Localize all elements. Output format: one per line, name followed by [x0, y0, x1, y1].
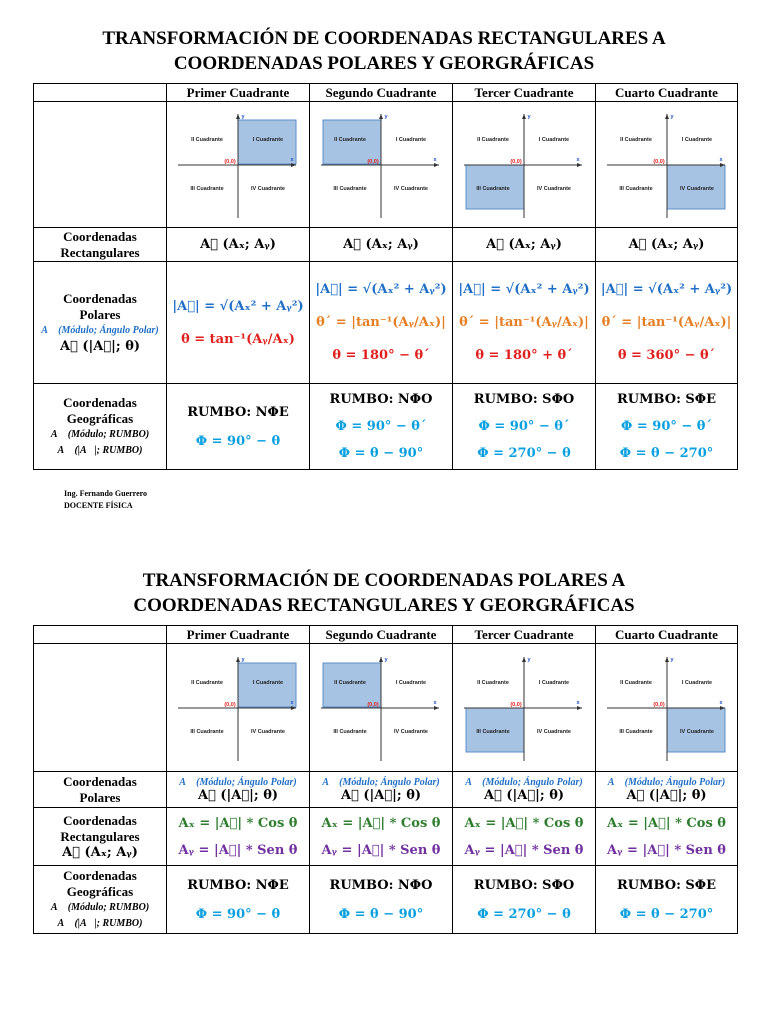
y-axis-arrow-icon	[522, 657, 526, 662]
quadrant-label-ii: II Cuadrante	[619, 136, 652, 143]
section1-rect-row	[34, 228, 738, 262]
signature-role: DOCENTE FÍSICA	[64, 501, 133, 510]
angle-formula: θ´ = |tan⁻¹(Aᵧ/Aₓ)|	[316, 315, 446, 330]
y-axis-arrow-icon	[665, 657, 669, 662]
x-axis-label: x	[433, 156, 437, 163]
origin-label: (0,0)	[652, 158, 665, 165]
y-axis-arrow-icon	[522, 114, 526, 119]
row-label: Polares	[79, 306, 121, 322]
quadrant-label-i: I Cuadrante	[395, 136, 427, 143]
row-label: Geográficas	[66, 883, 134, 899]
row-label: Geográficas	[66, 410, 134, 426]
quadrant-label-iv: IV Cuadrante	[251, 185, 285, 192]
quadrant-label-iii: III Cuadrante	[618, 185, 653, 192]
quadrant-label-iii: III Cuadrante	[476, 185, 510, 192]
phi-formula: Φ = θ − 90°	[338, 446, 424, 461]
quadrant-diagram	[319, 653, 443, 763]
modulus-formula: |A⃗| = √(Aₓ² + Aᵧ²)	[172, 298, 304, 314]
rumbo-label: RUMBO: SΦE	[616, 392, 717, 407]
section2-polar-row	[34, 772, 738, 808]
quadrant-label-iv: IV Cuadrante	[537, 728, 571, 735]
quadrant-label-iv: IV Cuadrante	[537, 185, 571, 192]
y-axis-label: y	[669, 113, 674, 120]
row-label: Coordenadas	[63, 812, 137, 828]
rumbo-label: RUMBO: NΦE	[187, 877, 289, 893]
rumbo-label: RUMBO: SΦO	[473, 392, 575, 407]
row-label: Coordenadas	[63, 290, 137, 306]
section1-table	[33, 83, 738, 470]
quadrant-label-i: I Cuadrante	[681, 136, 712, 143]
quadrant-label-iii: III Cuadrante	[190, 728, 224, 735]
header-q2: Segundo Cuadrante	[310, 84, 453, 102]
quadrant-label-iii: III Cuadrante	[476, 728, 510, 735]
x-axis-label: x	[718, 156, 723, 163]
header-q3: Tercer Cuadrante	[453, 626, 596, 644]
polar-formula: A⃗ (|A⃗|; θ)	[483, 787, 565, 803]
rumbo-label: RUMBO: NΦO	[329, 392, 433, 407]
row-sublabel: A⃗ (Módulo; Ángulo Polar)	[41, 324, 159, 336]
x-axis-arrow-icon	[434, 163, 439, 167]
theta-formula: θ = 180° + θ´	[475, 348, 573, 363]
diagram-q3	[453, 102, 596, 228]
diagram-q2	[310, 102, 453, 228]
y-axis-arrow-icon	[379, 114, 383, 119]
quadrant-label-iii: III Cuadrante	[618, 728, 653, 735]
quadrant-diagram	[605, 110, 729, 220]
section2-title-line2: COORDENADAS RECTANGULARES Y GEORGRÁFICAS	[133, 595, 635, 616]
phi-formula: Φ = 90° − θ	[195, 433, 281, 449]
theta-formula: θ = 180° − θ´	[332, 348, 430, 363]
modulus-formula: |A⃗| = √(Aₓ² + Aᵧ²)	[600, 282, 733, 297]
ax-formula: Aₓ = |A⃗| * Cos θ	[321, 815, 441, 831]
quadrant-diagram	[319, 110, 443, 220]
row-sublabel: A⃗ (Aₓ; Aᵧ)	[62, 844, 138, 860]
section1-title-line1: TRANSFORMACIÓN DE COORDENADAS RECTANGULARES A	[102, 28, 666, 49]
corner-cell	[34, 84, 167, 102]
quadrant-label-i: I Cuadrante	[252, 136, 284, 143]
quadrant-label-ii: II Cuadrante	[334, 679, 366, 686]
ay-formula: Aᵧ = |A⃗| * Sen θ	[321, 842, 441, 858]
quadrant-label-i: I Cuadrante	[681, 679, 712, 686]
quadrant-label-ii: II Cuadrante	[191, 679, 223, 686]
origin-label: (0,0)	[224, 701, 236, 708]
ay-formula: Aᵧ = |A⃗| * Sen θ	[178, 842, 298, 858]
quadrant-label-ii: II Cuadrante	[619, 679, 652, 686]
quadrant-diagram	[176, 110, 300, 220]
header-q2: Segundo Cuadrante	[310, 626, 453, 644]
phi-formula: Φ = 270° − θ	[477, 906, 571, 922]
y-axis-arrow-icon	[665, 114, 669, 119]
phi-formula: Φ = 90° − θ	[195, 906, 281, 922]
quadrant-label-iv: IV Cuadrante	[679, 185, 714, 192]
quadrant-label-ii: II Cuadrante	[477, 136, 509, 143]
header-q4: Cuarto Cuadrante	[596, 84, 738, 102]
x-axis-label: x	[576, 699, 580, 706]
ax-formula: Aₓ = |A⃗| * Cos θ	[178, 815, 298, 831]
signature-name: Ing. Fernando Guerrero	[64, 489, 148, 498]
x-axis-label: x	[576, 156, 580, 163]
quadrant-label-iv: IV Cuadrante	[679, 728, 714, 735]
diagram-q1	[167, 102, 310, 228]
row-label: Coordenadas	[63, 228, 137, 244]
row-label: Rectangulares	[60, 244, 140, 260]
ay-formula: Aᵧ = |A⃗| * Sen θ	[464, 842, 584, 858]
diagram-q2	[310, 644, 453, 772]
modulus-formula: |A⃗| = √(Aₓ² + Aᵧ²)	[315, 282, 447, 297]
quadrant-label-iii: III Cuadrante	[190, 185, 224, 192]
phi-formula: Φ = θ − 270°	[619, 446, 714, 461]
section1-title-line2: COORDENADAS POLARES Y GEORGRÁFICAS	[173, 53, 595, 74]
quadrant-label-i: I Cuadrante	[538, 679, 570, 686]
section1-header-row	[34, 84, 738, 102]
modulus-formula: |A⃗| = √(Aₓ² + Aᵧ²)	[458, 282, 590, 297]
origin-label: (0,0)	[224, 158, 236, 165]
ax-formula: Aₓ = |A⃗| * Cos θ	[607, 815, 726, 831]
diagram-q1	[167, 644, 310, 772]
polar-formula: A⃗ (|A⃗|; θ)	[197, 787, 279, 803]
section1-polar-row	[34, 262, 738, 384]
section2-rect-row	[34, 808, 738, 866]
rumbo-label: RUMBO: NΦO	[329, 877, 433, 893]
ay-formula: Aᵧ = |A⃗| * Sen θ	[607, 842, 726, 858]
x-axis-label: x	[718, 699, 723, 706]
polar-formula: A⃗ (|A⃗|; θ)	[626, 787, 707, 803]
x-axis-arrow-icon	[434, 706, 439, 710]
polar-sublabel: A⃗ (Módulo; Ángulo Polar)	[607, 776, 726, 788]
row-sublabel: A⃗ (|A⃗|; θ)	[59, 338, 141, 354]
quadrant-label-i: I Cuadrante	[538, 136, 570, 143]
quadrant-label-iv: IV Cuadrante	[394, 728, 428, 735]
row-label: Polares	[79, 789, 121, 805]
angle-formula: θ´ = |tan⁻¹(Aᵧ/Aₓ)|	[459, 315, 589, 330]
section1-diagram-row	[34, 102, 738, 228]
origin-label: (0,0)	[510, 158, 522, 165]
phi-formula: Φ = θ − 90°	[338, 906, 424, 922]
section1-geo-row	[34, 384, 738, 470]
row-sublabel: A⃗ (|A⃗|; RUMBO)	[57, 917, 143, 929]
rumbo-label: RUMBO: SΦE	[616, 877, 717, 893]
y-axis-label: y	[669, 656, 674, 663]
theta-formula: θ = 360° − θ´	[617, 348, 716, 363]
diagram-q4	[596, 102, 738, 228]
row-label: Rectangulares	[60, 828, 140, 844]
rumbo-label: RUMBO: NΦE	[187, 404, 289, 420]
section2-diagram-row	[34, 644, 738, 772]
phi-formula: Φ = θ − 270°	[619, 906, 714, 922]
x-axis-label: x	[290, 699, 294, 706]
phi-formula: Φ = 270° − θ	[477, 446, 571, 461]
origin-label: (0,0)	[367, 701, 379, 708]
row-sublabel: A⃗ (Módulo; RUMBO)	[50, 428, 150, 440]
angle-formula: θ = tan⁻¹(Aᵧ/Aₓ)	[181, 331, 295, 347]
y-axis-arrow-icon	[379, 657, 383, 662]
quadrant-diagram	[605, 653, 729, 763]
phi-formula: Φ = 90° − θ´	[478, 419, 570, 434]
polar-formula: A⃗ (|A⃗|; θ)	[340, 787, 422, 803]
angle-formula: θ´ = |tan⁻¹(Aᵧ/Aₓ)|	[601, 315, 732, 330]
corner-cell	[34, 626, 167, 644]
quadrant-label-iii: III Cuadrante	[333, 185, 367, 192]
diagram-q3	[453, 644, 596, 772]
quadrant-label-ii: II Cuadrante	[334, 136, 366, 143]
y-axis-label: y	[384, 113, 388, 120]
y-axis-arrow-icon	[236, 657, 240, 662]
header-q4: Cuarto Cuadrante	[596, 626, 738, 644]
y-axis-label: y	[241, 113, 245, 120]
row-sublabel: A⃗ (|A⃗|; RUMBO)	[57, 444, 143, 456]
y-axis-label: y	[527, 656, 531, 663]
diagram-q4	[596, 644, 738, 772]
origin-label: (0,0)	[652, 701, 665, 708]
phi-formula: Φ = 90° − θ´	[621, 419, 712, 434]
row-sublabel: A⃗ (Módulo; RUMBO)	[50, 901, 150, 913]
rect-formula: A⃗ (Aₓ; Aᵧ)	[453, 228, 596, 262]
rect-formula: A⃗ (Aₓ; Aᵧ)	[310, 228, 453, 262]
quadrant-diagram	[462, 653, 586, 763]
section2-geo-row	[34, 866, 738, 934]
rect-formula: A⃗ (Aₓ; Aᵧ)	[167, 228, 310, 262]
y-axis-label: y	[241, 656, 245, 663]
quadrant-label-ii: II Cuadrante	[477, 679, 509, 686]
section1-title	[0, 26, 768, 76]
header-q3: Tercer Cuadrante	[453, 84, 596, 102]
quadrant-label-iv: IV Cuadrante	[251, 728, 285, 735]
polar-sublabel: A⃗ (Módulo; Ángulo Polar)	[179, 776, 297, 788]
row-label: Coordenadas	[63, 394, 137, 410]
polar-sublabel: A⃗ (Módulo; Ángulo Polar)	[322, 776, 440, 788]
polar-sublabel: A⃗ (Módulo; Ángulo Polar)	[465, 776, 583, 788]
quadrant-label-iii: III Cuadrante	[333, 728, 367, 735]
x-axis-arrow-icon	[577, 163, 582, 167]
row-label: Coordenadas	[63, 773, 137, 789]
section2-title-line1: TRANSFORMACIÓN DE COORDENADAS POLARES A	[142, 570, 626, 591]
signature	[64, 488, 147, 512]
quadrant-label-i: I Cuadrante	[252, 679, 284, 686]
phi-formula: Φ = 90° − θ´	[335, 419, 427, 434]
quadrant-label-iv: IV Cuadrante	[394, 185, 428, 192]
section2-title	[0, 568, 768, 618]
y-axis-label: y	[384, 656, 388, 663]
ax-formula: Aₓ = |A⃗| * Cos θ	[464, 815, 584, 831]
x-axis-label: x	[290, 156, 294, 163]
quadrant-label-ii: II Cuadrante	[191, 136, 223, 143]
rect-formula: A⃗ (Aₓ; Aᵧ)	[596, 228, 738, 262]
quadrant-label-i: I Cuadrante	[395, 679, 427, 686]
origin-label: (0,0)	[367, 158, 379, 165]
y-axis-label: y	[527, 113, 531, 120]
x-axis-label: x	[433, 699, 437, 706]
row-label: Coordenadas	[63, 867, 137, 883]
x-axis-arrow-icon	[577, 706, 582, 710]
y-axis-arrow-icon	[236, 114, 240, 119]
quadrant-diagram	[176, 653, 300, 763]
quadrant-diagram	[462, 110, 586, 220]
rumbo-label: RUMBO: SΦO	[473, 877, 575, 893]
origin-label: (0,0)	[510, 701, 522, 708]
header-q1: Primer Cuadrante	[167, 626, 310, 644]
section2-header-row	[34, 626, 738, 644]
section2-table	[33, 625, 738, 934]
header-q1: Primer Cuadrante	[167, 84, 310, 102]
